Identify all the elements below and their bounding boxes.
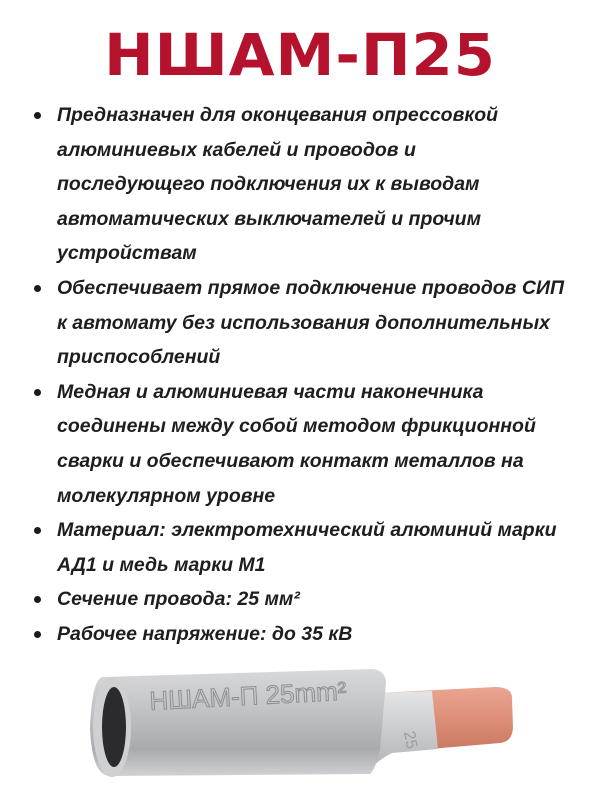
list-item-text: последующего подключения их к выводам [57, 173, 480, 196]
list-item-text: АД1 и медь марки М1 [57, 553, 266, 576]
svg-text:НШАМ-П 25mm²: НШАМ-П 25mm² [148, 675, 348, 716]
aluminium-barrel [90, 669, 386, 777]
list-item-text: приспособлений [57, 346, 221, 369]
list-item-text: Рабочее напряжение: до 35 кВ [57, 622, 353, 645]
list-item-text: Обеспечивает прямое подключение проводов СИП [57, 276, 564, 299]
list-item-text: устройствам [57, 242, 197, 265]
list-item-text: алюминиевых кабелей и проводов и [57, 138, 416, 161]
bullet-icon [34, 527, 41, 534]
bullet-icon [34, 285, 41, 292]
bullet-icon [34, 112, 41, 119]
list-item-text: автоматических выключателей и прочим [57, 207, 482, 230]
list-item-text: Медная и алюминиевая части наконечника [57, 380, 484, 403]
list-item-text: соединены между собой методом фрикционной [57, 415, 536, 438]
list-item-text: молекулярном уровне [57, 484, 276, 507]
list-item-text: Сечение провода: 25 мм² [57, 588, 300, 611]
feature-list [30, 98, 590, 652]
page-title: НШАМ-П25 [104, 21, 496, 89]
bullet-icon [34, 596, 41, 603]
list-item-text: Предназначен для оконцевания опрессовкой [57, 104, 499, 126]
list-item [30, 375, 590, 513]
list-item [30, 513, 590, 582]
list-item-text: сварки и обеспечивают контакт металлов на [57, 449, 524, 472]
list-item-text: к автомату без использования дополнительных [57, 311, 550, 334]
bullet-icon [34, 389, 41, 396]
list-item [30, 582, 590, 617]
cable-lug-image [0, 650, 600, 800]
list-item [30, 271, 590, 375]
list-item [30, 98, 590, 271]
bullet-icon [34, 631, 41, 638]
svg-text:25: 25 [400, 729, 420, 751]
list-item [30, 617, 590, 652]
list-item-text: Материал: электротехнический алюминий марки [57, 519, 557, 542]
